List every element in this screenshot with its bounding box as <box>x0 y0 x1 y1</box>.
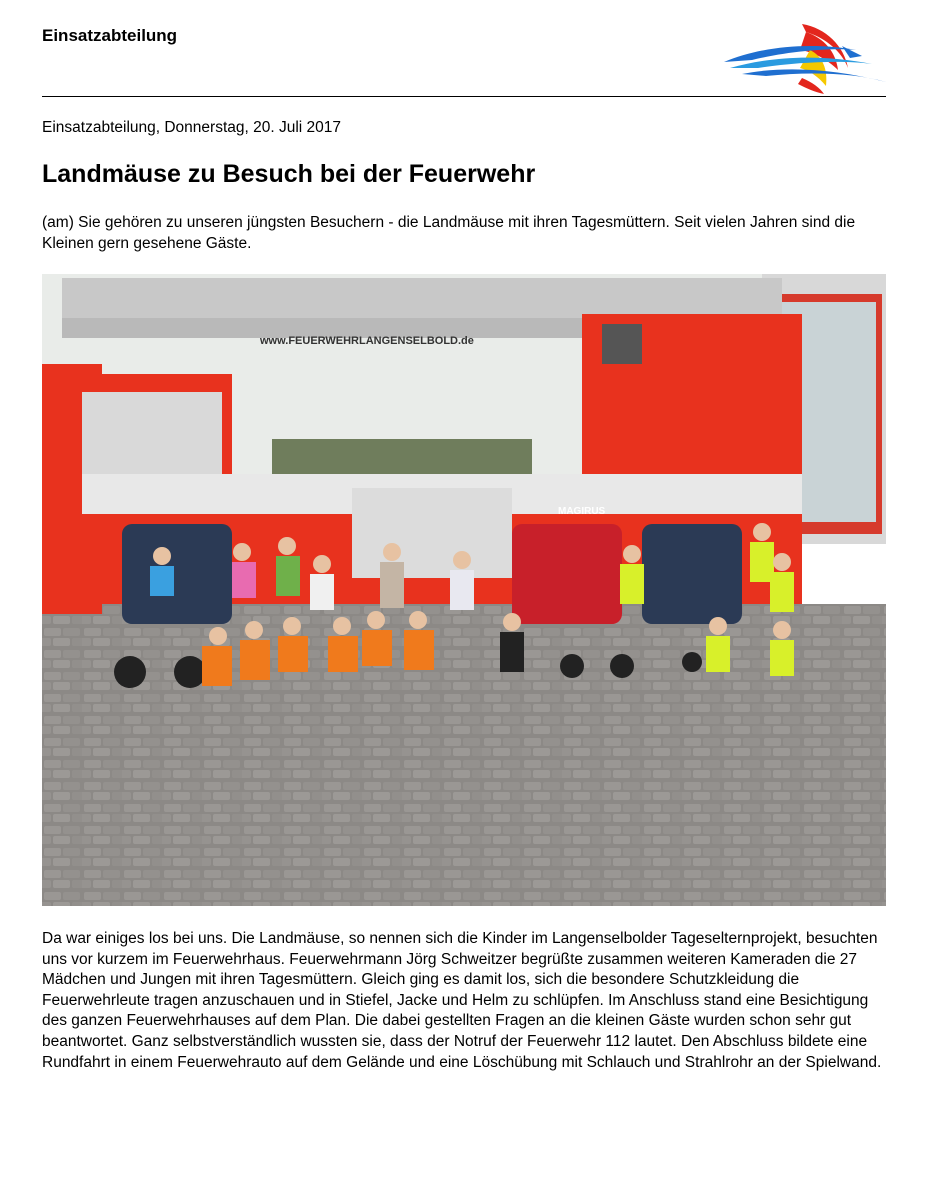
article-photo <box>42 274 886 906</box>
header-title: Einsatzabteilung <box>42 26 178 45</box>
article-dateline: Einsatzabteilung, Donnerstag, 20. Juli 2017 <box>42 119 342 136</box>
article-body: Da war einiges los bei uns. Die Landmäuse, so nennen sich die Kinder im Langenselbolder Tageselternprojekt, besuchten uns vor kurzem im Feuerwehrhaus. Feuerwehrmann Jörg Schweitzer begrüßte zusammen weiteren Kameraden die 27 Mädchen und Jungen mit ihren Tagesmüttern. Gleich ging es damit los, sich die besondere Schutzkleidung die Feuerwehrleute tragen anzuschauen und in Stiefel, Jacke und Helm zu schlüpfen. Im Anschluss stand eine Besichtigung des ganzen Feuerwehrhauses auf dem Plan. Die dabei gestellten Fragen an die kleinen Gäste wurden schon sehr gut beantwortet. Ganz selbstverständlich wussten sie, dass der Notruf der Feuerwehr 112 lautet. Den Abschluss bildete eine Rundfahrt in einem Feuerwehrauto auf dem Gelände und eine Löschübung mit Schlauch und Strahlrohr an der Spielwand. <box>42 930 882 1071</box>
truck-brand-text: MAGIRUS <box>558 506 606 517</box>
truck-url-text: www.FEUERWEHRLANGENSELBOLD.de <box>260 335 474 347</box>
header-divider <box>42 96 886 97</box>
article-headline: Landmäuse zu Besuch bei der Feuerwehr <box>42 160 536 188</box>
fire-department-logo <box>722 20 888 96</box>
article-intro: (am) Sie gehören zu unseren jüngsten Besuchern - die Landmäuse mit ihren Tagesmüttern. Seit vielen Jahren sind die Kleinen gern gesehene Gäste. <box>42 214 856 252</box>
